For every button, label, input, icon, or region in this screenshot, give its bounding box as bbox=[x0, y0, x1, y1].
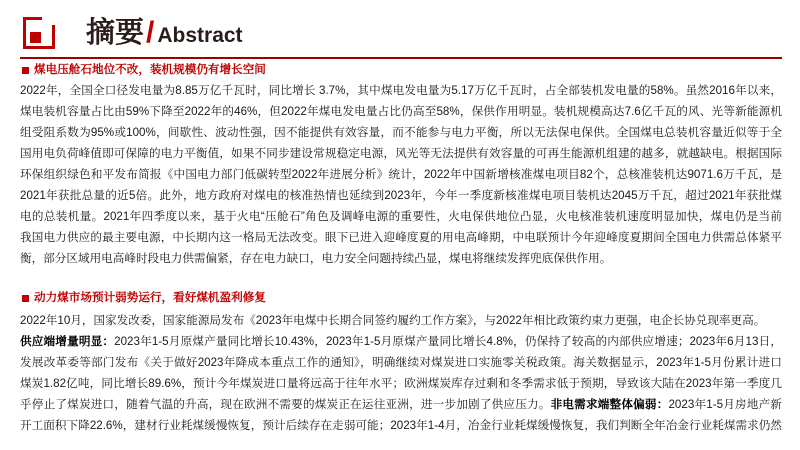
line-text: 乎停止了煤炭进口，随着气温的升高，现在欧洲不需要的煤炭正在运往亚洲，进一步加剧了供应压力。 bbox=[20, 398, 551, 411]
section-body bbox=[20, 310, 782, 436]
square-bullet-icon bbox=[22, 67, 29, 74]
title-chinese: 摘要 bbox=[86, 17, 145, 49]
page-title bbox=[86, 12, 243, 54]
square-bullet-icon bbox=[22, 295, 29, 302]
title-english: Abstract bbox=[157, 24, 243, 47]
body-line: 煤电装机容量占比由59%下降至2022年的46%，但2022年煤电发电量占比仍高至58%，保供作用明显。装机规模高达7.6亿千瓦的风、光等新能源机 bbox=[20, 105, 782, 118]
line-text: 2023年1-5月原煤产量同比增长10.43%，2023年1-5月原煤产量同比增长4.8%，仍保持了较高的内部供应增速；2023年6月13日， bbox=[114, 335, 782, 348]
bold-lead: 非电需求端整体偏弱： bbox=[550, 398, 669, 411]
section-heading bbox=[22, 62, 266, 78]
body-line: 组受阻系数为95%或100%，间歇性、波动性强，因不能提供有效容量，而不能参与电力平衡，所以无法保电保供。全国煤电总装机容量近似等于全 bbox=[20, 126, 782, 139]
logo-icon bbox=[22, 16, 56, 50]
body-line: 2022年10月，国家发改委，国家能源局发布《2023年电煤中长期合同签约履约工作方案》，与2022年相比政策约束力更强，电企长协兑现率更高。 bbox=[20, 314, 766, 327]
header-divider bbox=[20, 57, 782, 59]
body-line: 环保组织绿色和平发布简报《中国电力部门低碳转型2022年进展分析》统计，2022年中国新增核准煤电项目82个，总核准装机达9071.6万千瓦，是 bbox=[20, 168, 782, 181]
body-line: 煤炭1.82亿吨，同比增长89.6%，预计今年煤炭进口量将远高于往年水平；欧洲煤炭库存过剩和冬季需求低于预期，导致该大陆在2023年第一季度几 bbox=[20, 377, 782, 390]
body-line: 开工面积下降22.6%，建材行业耗煤缓慢恢复，预计后续存在走弱可能；2023年1-4月，冶金行业耗煤缓慢恢复，我们判断全年冶金行业耗煤需求仍然 bbox=[20, 419, 782, 432]
section-body bbox=[20, 80, 782, 269]
section-heading bbox=[22, 290, 266, 306]
body-line: 2021年获批总量的近5倍。此外，地方政府对煤电的核准热情也延续到2023年，今年一季度新核准煤电项目装机达2045万千瓦，超过2021年获批煤 bbox=[20, 189, 782, 202]
line-text: 2023年1-5月房地产新 bbox=[668, 398, 782, 411]
bold-lead: 供应端增量明显： bbox=[20, 335, 115, 348]
body-line: 国用电负荷峰值即可保障的电力平衡值，如果不同步建设常规稳定电源，风光等无法提供有效容量的可再生能源机组建的越多，就越缺电。根据国际 bbox=[20, 147, 782, 160]
body-line bbox=[20, 331, 782, 352]
body-line: 2022年，全国全口径发电量为8.85万亿千瓦时，同比增长 3.7%，其中煤电发电量为5.17万亿千瓦时，占全部装机发电量的58%。虽然2016年以来， bbox=[20, 84, 782, 97]
section-heading-text: 动力煤市场预计弱势运行，看好煤机盈利修复 bbox=[34, 291, 266, 304]
section-heading-text: 煤电压舱石地位不改，装机规模仍有增长空间 bbox=[34, 63, 266, 76]
body-line: 发展改革委等部门发布《关于做好2023年降成本重点工作的通知》，明确继续对煤炭进口实施零关税政策。海关数据显示，2023年1-5月份累计进口 bbox=[20, 356, 782, 369]
body-line: 电的总装机量。2021年四季度以来，基于火电“压舱石”角色及调峰电源的重要性，火电保供地位凸显，火电核准装机速度明显加快，煤电仍是当前 bbox=[20, 210, 782, 223]
body-line: 衡，部分区域用电高峰时段电力供需偏紧，存在电力缺口，电力安全问题持续凸显，煤电将继续发挥兜底保供作用。 bbox=[20, 252, 612, 265]
body-line: 我国电力供应的最主要电源，中长期内这一格局无法改变。眼下已进入迎峰度夏的用电高峰期，中电联预计今年迎峰度夏期间全国电力供需总体紧平 bbox=[20, 231, 782, 244]
body-line bbox=[20, 394, 782, 415]
title-slash: / bbox=[146, 16, 155, 49]
